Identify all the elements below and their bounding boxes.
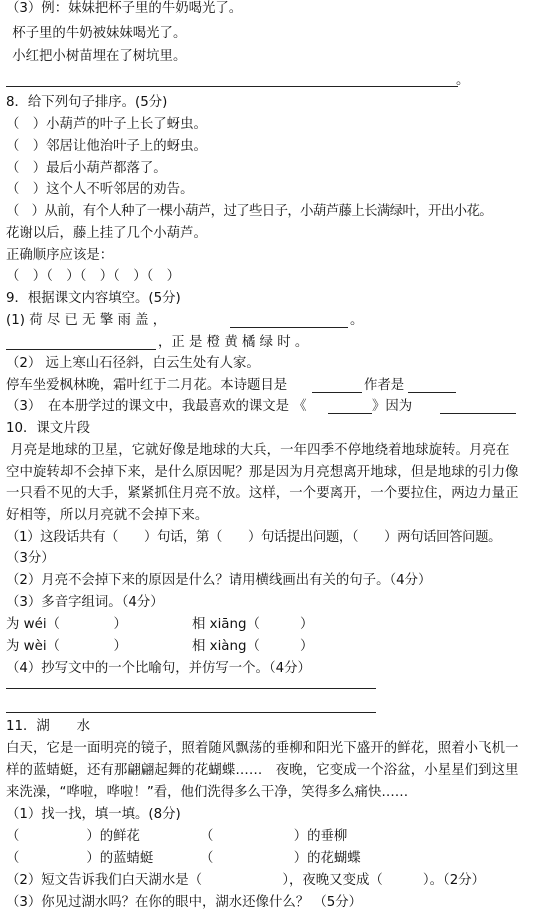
q10-sub4: （4）抄写文中的一个比喻句，并仿写一个。（4分）	[6, 661, 311, 676]
q9-author-blank[interactable]	[408, 392, 456, 393]
q8-item: （ ）小葫芦的叶子上长了蚜虫。	[6, 117, 207, 132]
q10-sub1-score: （3分）	[6, 551, 55, 566]
q8-title: 8．给下列句子排序。(5分)	[6, 95, 168, 110]
q9-favorite: （3） 在本册学过的课文中，我最喜欢的课文是 《	[6, 399, 307, 414]
q11-title: 11．湖 水	[6, 719, 90, 734]
q9-poem2-title-label: 停车坐爱枫林晚，霜叶红于二月花。本诗题目是	[6, 378, 288, 393]
polyphone-xiang1[interactable]: 相 xiāng（ ）	[192, 617, 314, 632]
q11-sub3: （3）你见过湖水吗？在你的眼中，湖水还像什么？ （5分）	[6, 895, 363, 910]
polyphone-wei2[interactable]: 为 wéi（ ）	[6, 617, 127, 632]
q9-period: 。	[350, 313, 364, 328]
q9-title-blank[interactable]	[312, 392, 362, 393]
q10-answer-line2[interactable]	[6, 712, 376, 713]
q9-author-label: 作者是	[364, 378, 405, 393]
q11-fill-butterfly[interactable]: （ ）的花蝴蝶	[200, 851, 361, 866]
q8-order-blanks: （ ）（ ）（ ）（ ）（ ）	[6, 269, 181, 284]
q10-title: 10．课文片段	[6, 421, 90, 436]
q11-passage: 来洗澡，“哗啦，哗啦！”看，他们洗得多么干净，笑得多么痛快……	[6, 785, 409, 800]
period: 。	[456, 73, 470, 88]
q11-fill-willow[interactable]: （ ）的垂柳	[200, 829, 348, 844]
q9-because-blank[interactable]	[440, 413, 516, 414]
q3-example: （3）例：妹妹把杯子里的牛奶喝光了。	[6, 1, 243, 16]
q10-passage: 好相等，所以月亮就不会掉下来。	[6, 508, 209, 523]
q9-poem-line2: ，正 是 橙 黄 橘 绿 时 。	[158, 335, 309, 350]
q11-passage: 白天，它是一面明亮的镜子，照着随风飘荡的垂柳和阳光下盛开的鲜花，照着小飞机一	[6, 741, 519, 756]
q11-fill-dragonfly[interactable]: （ ）的蓝蜻蜓	[6, 851, 154, 866]
example-answer: 杯子里的牛奶被妹妹喝光了。	[8, 26, 187, 41]
q9-title: 9．根据课文内容填空。(5分)	[6, 291, 181, 306]
q9-poem-line1: (1) 荷 尽 已 无 擎 雨 盖 ，	[6, 313, 167, 328]
q11-sub1: （1）找一找，填一填。(8分)	[6, 807, 181, 822]
q10-passage: 一只看不见的大手，紧紧抓住月亮不放。这样，一个要离开，一个要拉住，两边力量正	[6, 486, 519, 501]
rewrite-sentence: 小红把小树苗埋在了树坑里。	[8, 49, 187, 64]
q8-order-label: 正确顺序应该是：	[6, 248, 114, 263]
q9-because: 》因为	[372, 399, 413, 414]
q8-item: （ ）这个人不听邻居的劝告。	[6, 182, 194, 197]
polyphone-wei4[interactable]: 为 wèi（ ）	[6, 639, 127, 654]
q10-passage: 月亮是地球的卫星，它就好像是地球的大兵，一年四季不停地绕着地球旋转。月亮在	[6, 443, 510, 458]
q9-blank-1[interactable]	[230, 327, 348, 328]
q11-fill-flower[interactable]: （ ）的鲜花	[6, 829, 140, 844]
q8-item: （ ）最后小葫芦都落了。	[6, 161, 167, 176]
q8-item-cont: 花谢以后，藤上挂了几个小葫芦。	[6, 226, 207, 241]
q11-passage: 样的蓝蜻蜓，还有那翩翩起舞的花蝴蝶…… 夜晚，它变成一个浴盆，小星星们到这里	[6, 763, 519, 778]
q9-blank-2[interactable]	[6, 349, 156, 350]
q10-passage: 空中旋转却不会掉下来，是什么原因呢？那是因为月亮想离开地球，但是地球的引力像	[6, 465, 519, 480]
q8-item: （ ）从前，有个人种了一棵小葫芦，过了些日子，小葫芦藤上长满绿叶，开出小花。	[6, 204, 493, 219]
answer-line[interactable]	[6, 86, 458, 87]
polyphone-xiang4[interactable]: 相 xiàng（ ）	[192, 639, 314, 654]
q9-poem2: （2） 远上寒山石径斜，白云生处有人家。	[6, 356, 260, 371]
q10-sub3: （3）多音字组词。（4分）	[6, 595, 164, 610]
q10-sub1: （1）这段话共有（ ）句话，第（ ）句话提出问题，（ ）两句话回答问题。	[6, 530, 502, 545]
q10-sub2: （2）月亮不会掉下来的原因是什么？请用横线画出有关的句子。（4分）	[6, 573, 432, 588]
q10-answer-line1[interactable]	[6, 688, 376, 689]
q9-fav-blank[interactable]	[328, 413, 372, 414]
q11-sub2: （2）短文告诉我们白天湖水是（ ），夜晚又变成（ ）。（2分）	[6, 873, 485, 888]
q8-item: （ ）邻居让他治叶子上的蚜虫。	[6, 139, 207, 154]
